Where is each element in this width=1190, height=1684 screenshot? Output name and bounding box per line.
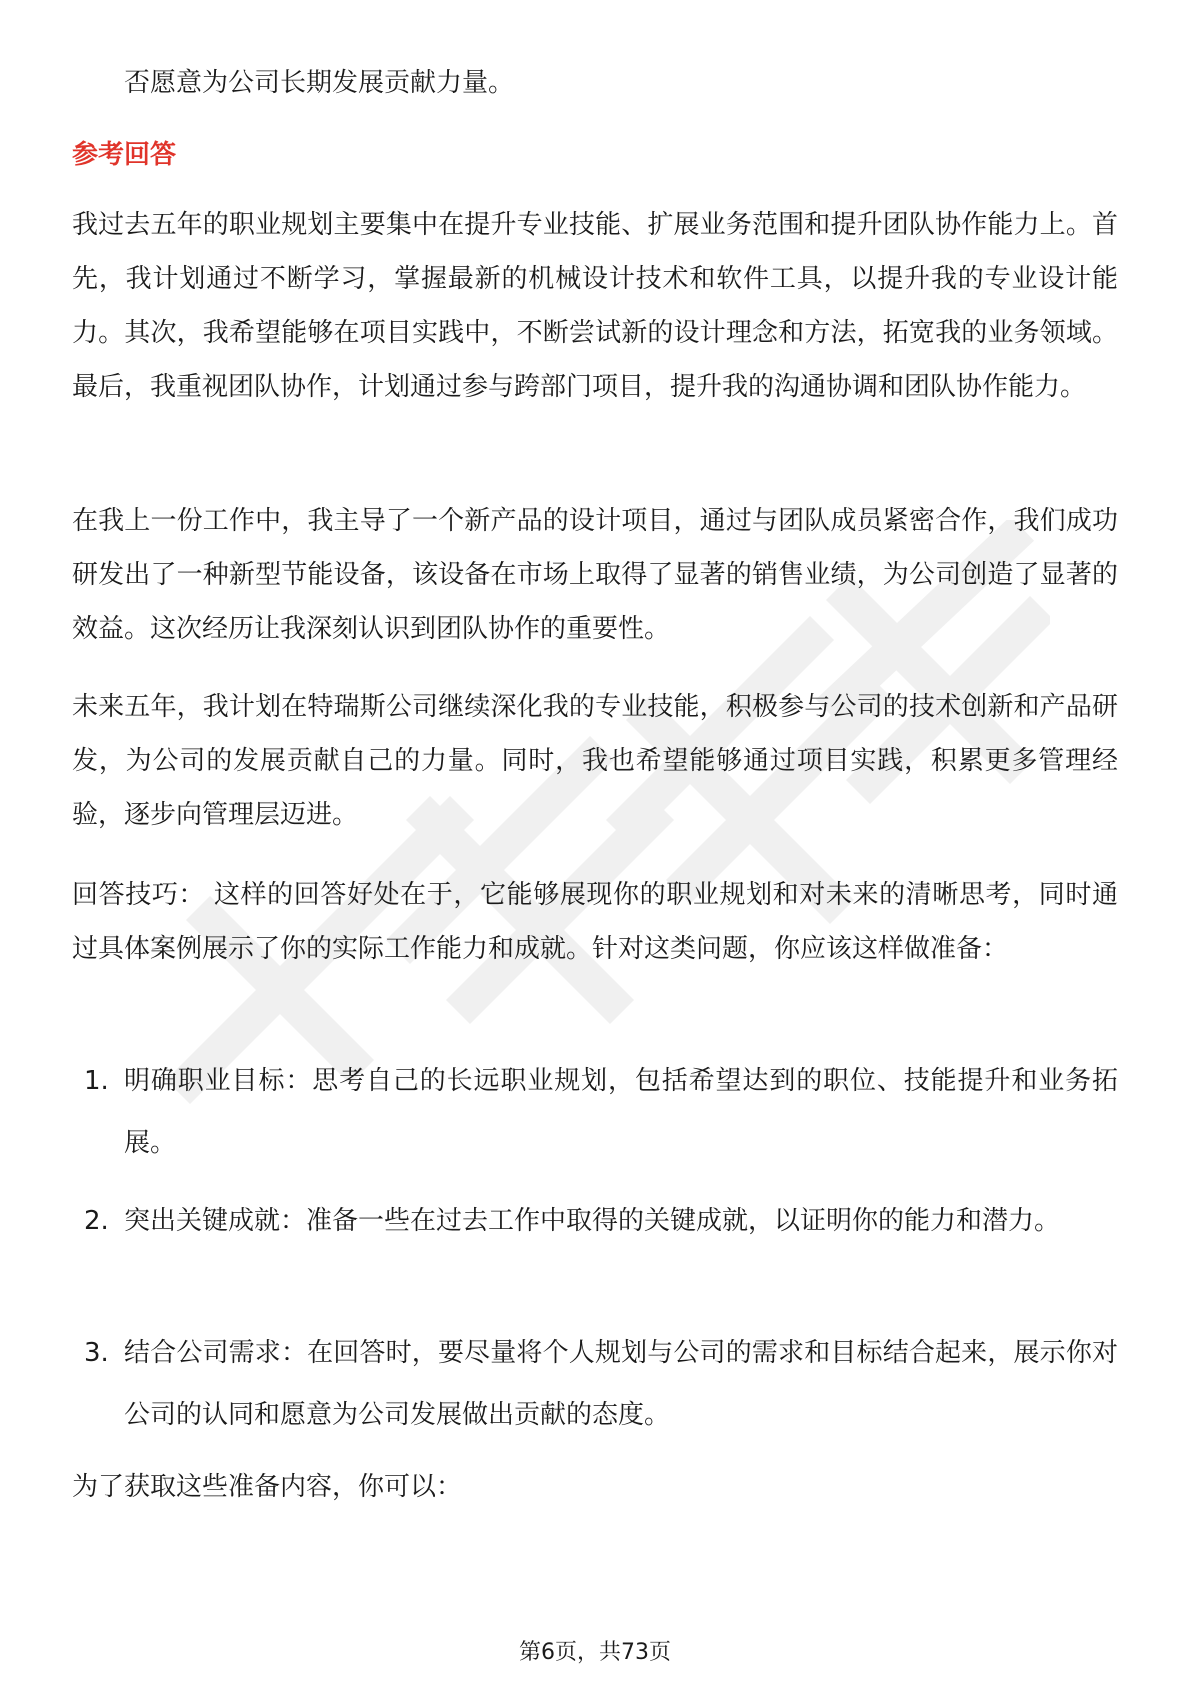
list-text: 明确职业目标：思考自己的长远职业规划，包括希望达到的职位、技能提升和业务拓展。 bbox=[124, 1066, 1118, 1158]
list-number: 2. bbox=[84, 1206, 109, 1236]
paragraph-3: 未来五年，我计划在特瑞斯公司继续深化我的专业技能，积极参与公司的技术创新和产品研发，为公司的发展贡献自己的力量。同时，我也希望能够通过项目实践，积累更多管理经验，逐步向管理层迈进。 bbox=[72, 692, 1118, 830]
page-footer: 第6页，共73页 bbox=[519, 1640, 671, 1665]
closing-text: 为了获取这些准备内容，你可以： bbox=[72, 1472, 463, 1502]
list-text: 突出关键成就：准备一些在过去工作中取得的关键成就，以证明你的能力和潜力。 bbox=[124, 1206, 1061, 1236]
list-number: 1. bbox=[84, 1066, 109, 1096]
section-heading: 参考回答 bbox=[72, 140, 177, 170]
list-text: 结合公司需求：在回答时，要尽量将个人规划与公司的需求和目标结合起来，展示你对公司的认同和愿意为公司发展做出贡献的态度。 bbox=[124, 1338, 1118, 1430]
paragraph-2: 在我上一份工作中，我主导了一个新产品的设计项目，通过与团队成员紧密合作，我们成功研发出了一种新型节能设备，该设备在市场上取得了显著的销售业绩，为公司创造了显著的效益。这次经历让我深刻认识到团队协作的重要性。 bbox=[72, 506, 1118, 644]
paragraph-4: 回答技巧： 这样的回答好处在于，它能够展现你的职业规划和对未来的清晰思考，同时通过具体案例展示了你的实际工作能力和成就。针对这类问题，你应该这样做准备： bbox=[72, 880, 1118, 964]
paragraph-1: 我过去五年的职业规划主要集中在提升专业技能、扩展业务范围和提升团队协作能力上。首先，我计划通过不断学习，掌握最新的机械设计技术和软件工具，以提升我的专业设计能力。其次，我希望能够在项目实践中，不断尝试新的设计理念和方法，拓宽我的业务领域。最后，我重视团队协作，计划通过参与跨部门项目，提升我的沟通协调和团队协作能力。 bbox=[72, 210, 1118, 402]
continuation-text: 否愿意为公司长期发展贡献力量。 bbox=[124, 68, 515, 98]
list-number: 3. bbox=[84, 1338, 109, 1368]
